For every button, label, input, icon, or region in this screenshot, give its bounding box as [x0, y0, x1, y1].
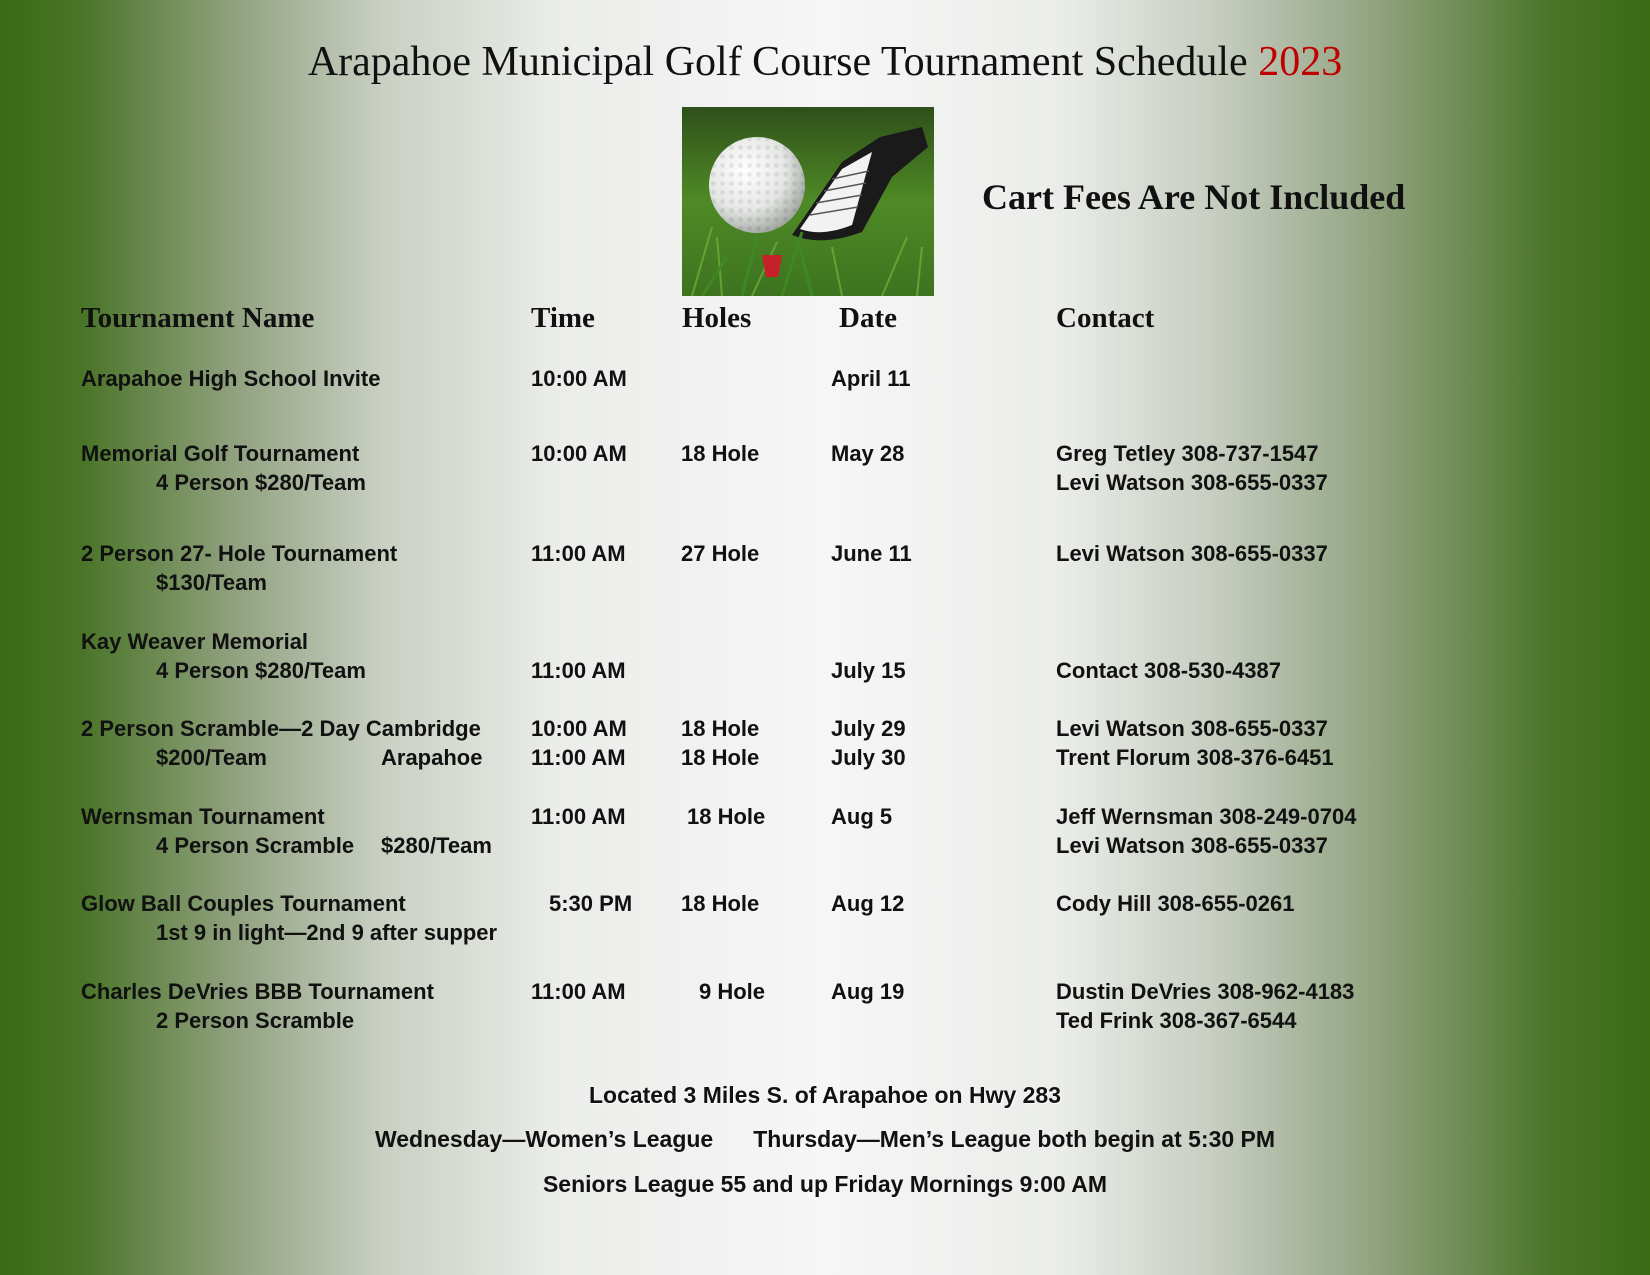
tournament-detail: 4 Person $280/Team: [156, 470, 366, 495]
tournament-detail: $200/Team: [156, 745, 267, 770]
tournament-contact: Jeff Wernsman 308-249-0704: [1056, 804, 1357, 829]
tournament-holes: 18 Hole: [681, 441, 760, 466]
tournament-contact: Ted Frink 308-367-6544: [1056, 1008, 1297, 1033]
tournament-detail: 4 Person $280/Team: [156, 658, 366, 683]
tournament-date: April 11: [831, 366, 911, 391]
tournament-contact: Dustin DeVries 308-962-4183: [1056, 979, 1355, 1004]
tournament-name: Glow Ball Couples Tournament: [81, 891, 406, 916]
tournament-name: 2 Person 27- Hole Tournament: [81, 541, 398, 566]
title-text: Arapahoe Municipal Golf Course Tournament Schedule: [307, 39, 1259, 85]
golf-ball-photo: [682, 107, 934, 296]
league-line: [0, 1126, 1650, 1153]
tournament-contact: Trent Florum 308-376-6451: [1056, 745, 1334, 770]
tournament-time: 11:00 AM: [531, 804, 626, 829]
tournament-date: May 28: [831, 441, 905, 466]
header-contact: Contact: [1056, 302, 1155, 334]
tournament-contact: Cody Hill 308-655-0261: [1056, 891, 1295, 916]
tournament-time: 11:00 AM: [531, 541, 626, 566]
tournament-name: Charles DeVries BBB Tournament: [81, 979, 434, 1004]
tournament-location: Arapahoe: [381, 745, 483, 770]
tournament-date: Aug 5: [831, 804, 893, 829]
tournament-contact: Greg Tetley 308-737-1547: [1056, 441, 1319, 466]
tournament-name: Kay Weaver Memorial: [81, 629, 309, 654]
tournament-detail: 2 Person Scramble: [156, 1008, 355, 1033]
tournament-contact: Levi Watson 308-655-0337: [1056, 541, 1328, 566]
tournament-holes: 18 Hole: [687, 804, 766, 829]
tournament-holes: 18 Hole: [681, 891, 760, 916]
tournament-contact: Levi Watson 308-655-0337: [1056, 833, 1328, 858]
tournament-time: 11:00 AM: [531, 979, 626, 1004]
tournament-time: 11:00 AM: [531, 658, 626, 683]
tournament-contact: Levi Watson 308-655-0337: [1056, 470, 1328, 495]
tournament-time: 10:00 AM: [531, 716, 627, 741]
tournament-detail: $130/Team: [156, 570, 267, 595]
header-tournament-name: Tournament Name: [81, 302, 315, 334]
tournament-detail: 1st 9 in light—2nd 9 after supper: [156, 920, 498, 945]
tournament-date: June 11: [831, 541, 912, 566]
seniors-league: Seniors League 55 and up Friday Mornings 9:00 AM: [542, 1171, 1108, 1197]
tournament-time: 5:30 PM: [549, 891, 633, 916]
tournament-holes: 18 Hole: [681, 745, 760, 770]
tournament-holes: 9 Hole: [699, 979, 766, 1004]
tournament-date: July 30: [831, 745, 906, 770]
page-title: [0, 38, 1650, 86]
tournament-detail: 4 Person Scramble: [156, 833, 355, 858]
location-text: Located 3 Miles S. of Arapahoe on Hwy 283: [588, 1082, 1062, 1108]
tournament-date: July 29: [831, 716, 906, 741]
tournament-name: 2 Person Scramble—2 Day Cambridge: [81, 716, 481, 741]
tournament-date: Aug 12: [831, 891, 905, 916]
header-time: Time: [531, 302, 595, 334]
header-holes: Holes: [682, 302, 752, 334]
tournament-holes: 18 Hole: [681, 716, 760, 741]
tournament-contact: Contact 308-530-4387: [1056, 658, 1282, 683]
tournament-date: Aug 19: [831, 979, 905, 1004]
tournament-name: Memorial Golf Tournament: [81, 441, 360, 466]
tournament-contact: Levi Watson 308-655-0337: [1056, 716, 1328, 741]
tournament-holes: 27 Hole: [681, 541, 760, 566]
tournament-name: Wernsman Tournament: [81, 804, 325, 829]
tournament-date: July 15: [831, 658, 906, 683]
mens-league: Thursday—Men’s League both begin at 5:30 PM: [753, 1126, 1276, 1152]
tournament-time: 10:00 AM: [531, 366, 627, 391]
tournament-time: 11:00 AM: [531, 745, 626, 770]
tournament-fee: $280/Team: [381, 833, 492, 858]
title-year: 2023: [1258, 39, 1343, 85]
header-date: Date: [839, 302, 897, 334]
tournament-name: Arapahoe High School Invite: [81, 366, 381, 391]
womens-league: Wednesday—Women’s League: [374, 1126, 714, 1152]
cart-fees-notice: Cart Fees Are Not Included: [982, 177, 1406, 217]
tournament-time: 10:00 AM: [531, 441, 627, 466]
